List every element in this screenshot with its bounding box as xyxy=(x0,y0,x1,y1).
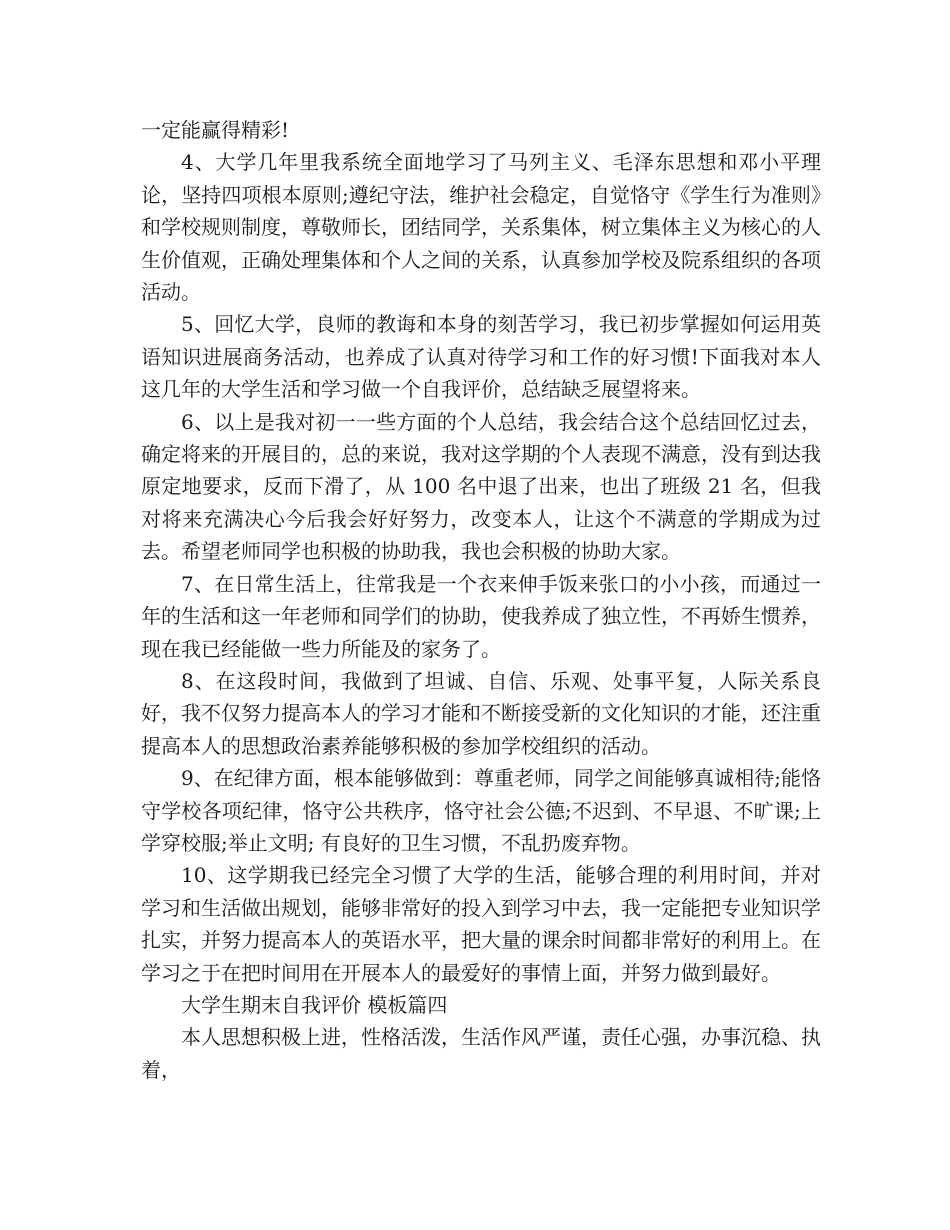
paragraph-continuation: 一定能赢得精彩! xyxy=(141,118,290,142)
paragraph-item-5: 5、回忆大学，良师的教诲和本身的刻苦学习，我已初步掌握如何运用英语知识进展商务活动，也养成了认真对待学习和工作的好习惯!下面我对本人这几年的大学生活和学习做一个自我评价，总结缺乏展望将来。 xyxy=(141,312,821,402)
section-heading: 大学生期末自我评价 模板篇四 xyxy=(181,992,448,1017)
paragraph-item-7: 7、在日常生活上，往常我是一个衣来伸手饭来张口的小小孩，而通过一年的生活和这一年老师和同学们的协助，使我养成了独立性，不再娇生惯养，现在我已经能做一些力所能及的家务了。 xyxy=(141,571,821,661)
paragraph-item-10: 10、这学期我已经完全习惯了大学的生活，能够合理的利用时间，并对学习和生活做出规划，能够非常好的投入到学习中去，我一定能把专业知识学扎实，并努力提高本人的英语水平，把大量的课余时间都非常好的利用上。在学习之于在把时间用在开展本人的最爱好的事情上面，并努力做到最好。 xyxy=(141,863,821,985)
paragraph-item-6: 6、以上是我对初一一些方面的个人总结，我会结合这个总结回忆过去，确定将来的开展目的，总的来说，我对这学期的个人表现不满意，没有到达我原定地要求，反而下滑了，从 100 名中退了出来，也出了班级 21 名，但我对将来充满决心今后我会好好努力，改变本人，让这个不满意的学期成为过去。希望老师同学也积极的协助我，我也会积极的协助大家。 xyxy=(141,409,821,564)
paragraph-item-9: 9、在纪律方面，根本能够做到：尊重老师，同学之间能够真诚相待;能恪守学校各项纪律，恪守公共秩序，恪守社会公德;不迟到、不早退、不旷课;上学穿校服;举止文明; 有良好的卫生习惯，不乱扔废弃物。 xyxy=(141,766,821,855)
paragraph-item-8: 8、在这段时间，我做到了坦诚、自信、乐观、处事平复，人际关系良好，我不仅努力提高本人的学习才能和不断接受新的文化知识的才能，还注重提高本人的思想政治素养能够积极的参加学校组织的活动。 xyxy=(141,668,821,758)
document-body xyxy=(141,114,821,1086)
paragraph-section-four: 本人思想积极上进，性格活泼，生活作风严谨，责任心强，办事沉稳、执着， xyxy=(141,1025,821,1082)
paragraph-item-4: 4、大学几年里我系统全面地学习了马列主义、毛泽东思想和邓小平理论，坚持四项根本原则;遵纪守法，维护社会稳定，自觉恪守《学生行为准则》和学校规则制度，尊敬师长，团结同学，关系集体，树立集体主义为核心的人生价值观，正确处理集体和个人之间的关系，认真参加学校及院系组织的各项活动。 xyxy=(141,150,821,305)
